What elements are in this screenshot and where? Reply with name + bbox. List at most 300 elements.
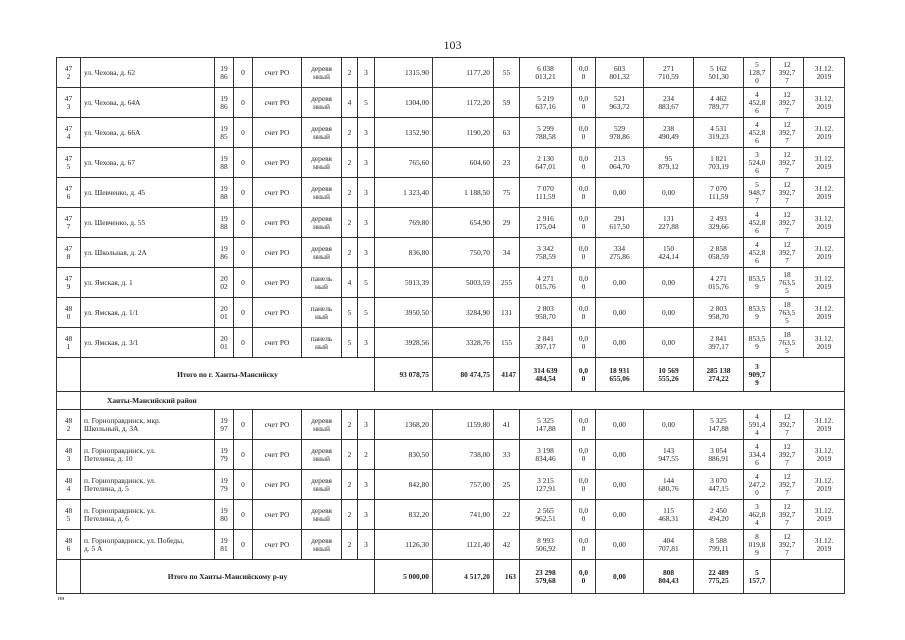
table-cell: 3 bbox=[358, 148, 375, 178]
address-cell: ул. Чехова, д. 66А bbox=[81, 118, 215, 148]
table-cell: 1172,20 bbox=[433, 88, 494, 118]
table-cell: 234 883,67 bbox=[644, 88, 694, 118]
table-cell: 12 392,7 7 bbox=[771, 208, 804, 238]
table-cell: 1190,20 bbox=[433, 118, 494, 148]
table-cell: 5 325 147,88 bbox=[694, 410, 744, 440]
total-value: 0,0 0 bbox=[572, 560, 596, 594]
table-cell: 3 342 758,59 bbox=[520, 238, 572, 268]
table-cell: 5003,59 bbox=[433, 268, 494, 298]
table-cell: 2 bbox=[342, 58, 358, 88]
table-cell: счет РО bbox=[253, 268, 302, 298]
address-cell: п. Горноправдинск, мкр. Школьный, д. 3А bbox=[81, 410, 215, 440]
table-cell: 0,0 0 bbox=[572, 298, 596, 328]
table-cell: 2 bbox=[342, 238, 358, 268]
table-cell: 2 bbox=[342, 410, 358, 440]
table-cell: 3 bbox=[358, 328, 375, 358]
table-cell: 4 452,8 6 bbox=[744, 238, 771, 268]
table-cell: 769,80 bbox=[375, 208, 433, 238]
table-cell: 4 bbox=[342, 268, 358, 298]
table-cell: 31.12. 2019 bbox=[804, 328, 845, 358]
table-cell: 19 88 bbox=[215, 208, 234, 238]
table-cell: счет РО bbox=[253, 58, 302, 88]
table-cell: 4 271 015,76 bbox=[694, 268, 744, 298]
table-cell: 19 86 bbox=[215, 88, 234, 118]
total-value: 808 804,43 bbox=[644, 560, 694, 594]
table-cell: 2 450 494,20 bbox=[694, 500, 744, 530]
table-cell: 0 bbox=[234, 530, 253, 560]
address-cell: ул. Шевченко, д. 55 bbox=[81, 208, 215, 238]
total-label: Итого по г. Ханты-Мансийску bbox=[81, 358, 375, 392]
row-number-cell: 48 4 bbox=[57, 470, 81, 500]
address-cell: ул. Чехова, д. 62 bbox=[81, 58, 215, 88]
table-cell: 31.12. 2019 bbox=[804, 178, 845, 208]
table-cell: 2 803 958,70 bbox=[520, 298, 572, 328]
table-cell: 334 275,86 bbox=[596, 238, 644, 268]
total-value: 0,00 bbox=[596, 560, 644, 594]
row-number-cell: 48 1 bbox=[57, 328, 81, 358]
section-row bbox=[57, 392, 845, 410]
table-cell: 5 bbox=[342, 328, 358, 358]
table-cell: 0 bbox=[234, 88, 253, 118]
table-cell: 31.12. 2019 bbox=[804, 88, 845, 118]
table-cell: 404 707,81 bbox=[644, 530, 694, 560]
address-cell: ул. Чехова, д. 67 bbox=[81, 148, 215, 178]
table-cell: 1177,20 bbox=[433, 58, 494, 88]
table-cell: 19 79 bbox=[215, 440, 234, 470]
table-cell: 4 462 789,77 bbox=[694, 88, 744, 118]
table-cell: 0,00 bbox=[596, 268, 644, 298]
table-cell: 853,5 9 bbox=[744, 328, 771, 358]
total-row bbox=[57, 560, 845, 594]
total-label: Итого по Ханты-Мансийскому р-ну bbox=[81, 560, 375, 594]
table-cell: 0,0 0 bbox=[572, 328, 596, 358]
total-value: 285 138 274,22 bbox=[694, 358, 744, 392]
table-cell: 4 452,8 6 bbox=[744, 208, 771, 238]
table-cell: счет РО bbox=[253, 88, 302, 118]
row-number-cell: 47 7 bbox=[57, 208, 81, 238]
table-cell: 0,00 bbox=[596, 178, 644, 208]
table-cell: 5 299 788,58 bbox=[520, 118, 572, 148]
table-cell: 0 bbox=[234, 238, 253, 268]
table-cell: 19 86 bbox=[215, 238, 234, 268]
total-value: 0,0 0 bbox=[572, 358, 596, 392]
table-cell: 55 bbox=[494, 58, 520, 88]
table-cell: 33 bbox=[494, 440, 520, 470]
table-cell: 0,0 0 bbox=[572, 268, 596, 298]
table-cell: 842,80 bbox=[375, 470, 433, 500]
table-cell bbox=[771, 358, 845, 392]
total-value: 18 931 655,06 bbox=[596, 358, 644, 392]
table-cell: 19 88 bbox=[215, 148, 234, 178]
table-row bbox=[57, 470, 845, 500]
table-cell bbox=[771, 560, 845, 594]
table-cell: счет РО bbox=[253, 148, 302, 178]
table-cell: счет РО bbox=[253, 178, 302, 208]
table-cell: 2 130 647,01 bbox=[520, 148, 572, 178]
row-number-cell: 47 9 bbox=[57, 268, 81, 298]
table-row bbox=[57, 328, 845, 358]
table-cell: 603 801,32 bbox=[596, 58, 644, 88]
address-cell: ул. Чехова, д. 64А bbox=[81, 88, 215, 118]
table-cell: 3 054 886,91 bbox=[694, 440, 744, 470]
row-number-cell: 48 6 bbox=[57, 530, 81, 560]
total-value: 80 474,75 bbox=[433, 358, 494, 392]
table-cell: 0,0 0 bbox=[572, 58, 596, 88]
footer-mark: нн bbox=[58, 596, 65, 602]
row-number-cell: 47 8 bbox=[57, 238, 81, 268]
table-cell: 0 bbox=[234, 268, 253, 298]
table-cell: 31.12. 2019 bbox=[804, 470, 845, 500]
page-number: 103 bbox=[443, 38, 462, 52]
table-cell: 6 038 013,21 bbox=[520, 58, 572, 88]
address-cell: ул. Школьная, д. 2А bbox=[81, 238, 215, 268]
table-cell: 12 392,7 7 bbox=[771, 148, 804, 178]
table-cell: 31.12. 2019 bbox=[804, 118, 845, 148]
table-cell: 5 bbox=[358, 88, 375, 118]
table-cell: 3 bbox=[358, 530, 375, 560]
total-value: 4147 bbox=[494, 358, 520, 392]
table-cell bbox=[57, 392, 81, 410]
table-cell: 0,0 0 bbox=[572, 148, 596, 178]
table-row bbox=[57, 268, 845, 298]
table-cell: деревя нный bbox=[302, 118, 342, 148]
table-cell: 4 452,8 6 bbox=[744, 88, 771, 118]
table-cell: 2 858 058,59 bbox=[694, 238, 744, 268]
table-cell: 18 763,5 5 bbox=[771, 268, 804, 298]
table-cell: 19 97 bbox=[215, 410, 234, 440]
table-cell: 0,0 0 bbox=[572, 530, 596, 560]
table-cell: 1368,20 bbox=[375, 410, 433, 440]
table-cell: 2 bbox=[342, 500, 358, 530]
table-cell: панель ный bbox=[302, 298, 342, 328]
table-cell: 836,80 bbox=[375, 238, 433, 268]
table-cell: 3 bbox=[358, 238, 375, 268]
table-cell: 0,0 0 bbox=[572, 208, 596, 238]
table-cell: 271 710,59 bbox=[644, 58, 694, 88]
table-cell: 0,0 0 bbox=[572, 500, 596, 530]
row-number-cell: 47 6 bbox=[57, 178, 81, 208]
table-cell: 2 bbox=[342, 178, 358, 208]
table-cell: 654,90 bbox=[433, 208, 494, 238]
address-cell: ул. Ямская, д. 1/1 bbox=[81, 298, 215, 328]
table-cell: 25 bbox=[494, 470, 520, 500]
address-cell: п. Горноправдинск, ул. Петелина, д. 5 bbox=[81, 470, 215, 500]
table-cell: деревя нный bbox=[302, 410, 342, 440]
table-cell: 750,70 bbox=[433, 238, 494, 268]
total-value: 4 517,20 bbox=[433, 560, 494, 594]
table-cell: 0,00 bbox=[596, 440, 644, 470]
table-row bbox=[57, 178, 845, 208]
table-cell: 2 bbox=[342, 148, 358, 178]
table-cell: 12 392,7 7 bbox=[771, 410, 804, 440]
table-cell: 12 392,7 7 bbox=[771, 178, 804, 208]
table-cell: деревя нный bbox=[302, 440, 342, 470]
table-row bbox=[57, 410, 845, 440]
table-cell: 853,5 9 bbox=[744, 268, 771, 298]
table-cell: 12 392,7 7 bbox=[771, 470, 804, 500]
row-number-cell: 48 2 bbox=[57, 410, 81, 440]
housing-repair-table bbox=[56, 57, 845, 594]
table-cell: 2 bbox=[342, 208, 358, 238]
table-cell: 19 81 bbox=[215, 530, 234, 560]
table-cell: 5 bbox=[342, 298, 358, 328]
table-cell: 31.12. 2019 bbox=[804, 298, 845, 328]
table-cell: 0,0 0 bbox=[572, 88, 596, 118]
table-cell: деревя нный bbox=[302, 58, 342, 88]
table-cell: 832,20 bbox=[375, 500, 433, 530]
table-cell: 4 334,4 6 bbox=[744, 440, 771, 470]
table-cell: 0 bbox=[234, 328, 253, 358]
table-cell: счет РО bbox=[253, 238, 302, 268]
table-cell: 738,00 bbox=[433, 440, 494, 470]
table-cell: 0,0 0 bbox=[572, 238, 596, 268]
row-number-cell: 48 3 bbox=[57, 440, 81, 470]
table-cell: 19 79 bbox=[215, 470, 234, 500]
table-cell: 8 993 506,92 bbox=[520, 530, 572, 560]
table-cell: 7 070 111,59 bbox=[694, 178, 744, 208]
table-cell: 4 531 319,23 bbox=[694, 118, 744, 148]
table-cell: 3 bbox=[358, 500, 375, 530]
table-cell: 150 424,14 bbox=[644, 238, 694, 268]
table-cell: 31.12. 2019 bbox=[804, 410, 845, 440]
table-cell: деревя нный bbox=[302, 148, 342, 178]
table-cell: 2 916 175,04 bbox=[520, 208, 572, 238]
table-cell: 529 978,86 bbox=[596, 118, 644, 148]
address-cell: ул. Ямская, д. 3/1 bbox=[81, 328, 215, 358]
table-cell: 0,00 bbox=[596, 298, 644, 328]
table-cell: 0,00 bbox=[596, 530, 644, 560]
table-cell: 12 392,7 7 bbox=[771, 440, 804, 470]
table-cell: 31.12. 2019 bbox=[804, 238, 845, 268]
table-row bbox=[57, 208, 845, 238]
table-row bbox=[57, 58, 845, 88]
table-cell: 0,00 bbox=[644, 268, 694, 298]
table-cell: 238 490,49 bbox=[644, 118, 694, 148]
table-cell: 0,0 0 bbox=[572, 470, 596, 500]
table-cell: 0 bbox=[234, 118, 253, 148]
table-cell bbox=[57, 358, 81, 392]
table-cell: 830,50 bbox=[375, 440, 433, 470]
table-cell: 34 bbox=[494, 238, 520, 268]
table-cell: 0 bbox=[234, 470, 253, 500]
table-cell: 604,60 bbox=[433, 148, 494, 178]
address-cell: ул. Шевченко, д. 45 bbox=[81, 178, 215, 208]
table-row bbox=[57, 148, 845, 178]
table-cell: 0,00 bbox=[644, 410, 694, 440]
table-cell: 3 524,0 6 bbox=[744, 148, 771, 178]
table-cell: 143 947,55 bbox=[644, 440, 694, 470]
table-cell: 2 803 958,70 bbox=[694, 298, 744, 328]
table-cell: 12 392,7 7 bbox=[771, 118, 804, 148]
table-cell: 3 bbox=[358, 208, 375, 238]
table-row bbox=[57, 88, 845, 118]
table-cell: 3 462,8 4 bbox=[744, 500, 771, 530]
row-number-cell: 48 5 bbox=[57, 500, 81, 530]
table-cell: счет РО bbox=[253, 470, 302, 500]
table-cell: счет РО bbox=[253, 328, 302, 358]
table-cell: 0,00 bbox=[596, 470, 644, 500]
table-cell: 0,00 bbox=[644, 328, 694, 358]
table-cell: 8 019,8 9 bbox=[744, 530, 771, 560]
table-cell: 4 247,2 0 bbox=[744, 470, 771, 500]
table-cell: 255 bbox=[494, 268, 520, 298]
table-cell: 5 bbox=[358, 268, 375, 298]
table-cell bbox=[57, 560, 81, 594]
table-cell: 59 bbox=[494, 88, 520, 118]
table-cell: 0,0 0 bbox=[572, 178, 596, 208]
table-cell: 12 392,7 7 bbox=[771, 238, 804, 268]
table-cell: 0 bbox=[234, 298, 253, 328]
table-cell: 20 01 bbox=[215, 298, 234, 328]
table-cell: 4 452,8 6 bbox=[744, 118, 771, 148]
table-cell: 521 963,72 bbox=[596, 88, 644, 118]
table-cell: деревя нный bbox=[302, 88, 342, 118]
table-cell: 0 bbox=[234, 208, 253, 238]
table-cell: 22 bbox=[494, 500, 520, 530]
total-row bbox=[57, 358, 845, 392]
table-cell: 155 bbox=[494, 328, 520, 358]
table-cell: счет РО bbox=[253, 530, 302, 560]
table-cell: 765,60 bbox=[375, 148, 433, 178]
table-cell: 31.12. 2019 bbox=[804, 440, 845, 470]
table-cell: 115 468,31 bbox=[644, 500, 694, 530]
table-cell: 63 bbox=[494, 118, 520, 148]
address-cell: п. Горноправдинск, ул. Петелина, д. 10 bbox=[81, 440, 215, 470]
table-cell: 0 bbox=[234, 178, 253, 208]
table-cell: 2 841 397,17 bbox=[694, 328, 744, 358]
table-cell: 291 617,50 bbox=[596, 208, 644, 238]
table-cell: панель ный bbox=[302, 268, 342, 298]
total-value: 163 bbox=[494, 560, 520, 594]
table-cell: 31.12. 2019 bbox=[804, 530, 845, 560]
table-cell: 5 162 501,30 bbox=[694, 58, 744, 88]
table-cell: 3950,50 bbox=[375, 298, 433, 328]
row-number-cell: 47 4 bbox=[57, 118, 81, 148]
table-cell: 1126,30 bbox=[375, 530, 433, 560]
table-row bbox=[57, 440, 845, 470]
table-cell: 3 bbox=[358, 118, 375, 148]
table-cell: 2 841 397,17 bbox=[520, 328, 572, 358]
table-cell: 3 bbox=[358, 470, 375, 500]
table-cell: счет РО bbox=[253, 500, 302, 530]
table-cell: 41 bbox=[494, 410, 520, 440]
table-cell: счет РО bbox=[253, 298, 302, 328]
table-cell: 31.12. 2019 bbox=[804, 268, 845, 298]
table-cell: 7 070 111,59 bbox=[520, 178, 572, 208]
total-value: 10 569 555,26 bbox=[644, 358, 694, 392]
table-cell: 2 493 329,66 bbox=[694, 208, 744, 238]
table-cell: 741,00 bbox=[433, 500, 494, 530]
table-row bbox=[57, 298, 845, 328]
table-cell: 3 070 447,15 bbox=[694, 470, 744, 500]
total-value: 93 078,75 bbox=[375, 358, 433, 392]
table-cell: деревя нный bbox=[302, 470, 342, 500]
table-cell: 3 bbox=[358, 410, 375, 440]
table-cell: 95 879,12 bbox=[644, 148, 694, 178]
table-row bbox=[57, 500, 845, 530]
table-cell: 19 88 bbox=[215, 178, 234, 208]
table-cell: деревя нный bbox=[302, 178, 342, 208]
table-cell: 2 bbox=[358, 440, 375, 470]
table-cell: 1304,00 bbox=[375, 88, 433, 118]
table-cell: 131 227,88 bbox=[644, 208, 694, 238]
table-cell: 4 591,4 4 bbox=[744, 410, 771, 440]
table-cell: счет РО bbox=[253, 208, 302, 238]
table-cell: 0,00 bbox=[596, 328, 644, 358]
table-cell: 5 219 637,16 bbox=[520, 88, 572, 118]
table-cell: 853,5 9 bbox=[744, 298, 771, 328]
table-cell: 2 bbox=[342, 440, 358, 470]
total-value: 5 157,7 bbox=[744, 560, 771, 594]
row-number-cell: 47 3 bbox=[57, 88, 81, 118]
table-cell: 1315,90 bbox=[375, 58, 433, 88]
table-cell: 20 02 bbox=[215, 268, 234, 298]
table-cell: 0 bbox=[234, 58, 253, 88]
row-number-cell: 47 5 bbox=[57, 148, 81, 178]
address-cell: п. Горноправдинск, ул. Победы, д. 5 А bbox=[81, 530, 215, 560]
total-value: 22 489 775,25 bbox=[694, 560, 744, 594]
table-row bbox=[57, 530, 845, 560]
table-cell: 0 bbox=[234, 148, 253, 178]
table-cell: 144 680,76 bbox=[644, 470, 694, 500]
table-cell: 20 01 bbox=[215, 328, 234, 358]
total-value: 5 000,00 bbox=[375, 560, 433, 594]
table-cell: 42 bbox=[494, 530, 520, 560]
table-cell: 3 198 834,46 bbox=[520, 440, 572, 470]
total-value: 314 639 484,54 bbox=[520, 358, 572, 392]
table-cell: 31.12. 2019 bbox=[804, 148, 845, 178]
address-cell: п. Горноправдинск, ул. Петелина, д. 6 bbox=[81, 500, 215, 530]
table-cell: 12 392,7 7 bbox=[771, 500, 804, 530]
table-cell: 1 821 703,19 bbox=[694, 148, 744, 178]
table-cell: 5 128,7 0 bbox=[744, 58, 771, 88]
table-cell: 3 bbox=[358, 178, 375, 208]
table-cell: 0 bbox=[234, 410, 253, 440]
table-cell: 0,0 0 bbox=[572, 440, 596, 470]
table-cell: 5913,39 bbox=[375, 268, 433, 298]
address-cell: ул. Ямская, д. 1 bbox=[81, 268, 215, 298]
table-cell: 1 188,50 bbox=[433, 178, 494, 208]
table-cell: деревя нный bbox=[302, 500, 342, 530]
table-cell: 4 271 015,76 bbox=[520, 268, 572, 298]
table-cell: 0,00 bbox=[644, 178, 694, 208]
table-cell: 19 85 bbox=[215, 118, 234, 148]
table-cell: 23 bbox=[494, 148, 520, 178]
table-cell: 2 bbox=[342, 118, 358, 148]
table-cell: 5 bbox=[358, 298, 375, 328]
table-cell: 0 bbox=[234, 500, 253, 530]
table-cell: 31.12. 2019 bbox=[804, 208, 845, 238]
table-cell: 0,00 bbox=[596, 500, 644, 530]
table-cell: 0,00 bbox=[596, 410, 644, 440]
table-cell: счет РО bbox=[253, 118, 302, 148]
table-row bbox=[57, 118, 845, 148]
table-cell: 1 323,40 bbox=[375, 178, 433, 208]
table-cell: 4 bbox=[342, 88, 358, 118]
total-value: 23 298 579,68 bbox=[520, 560, 572, 594]
table-cell: 75 bbox=[494, 178, 520, 208]
table-cell: 3 bbox=[358, 58, 375, 88]
table-cell: 19 86 bbox=[215, 58, 234, 88]
table-cell: 1159,80 bbox=[433, 410, 494, 440]
table-cell: 19 80 bbox=[215, 500, 234, 530]
table-cell: 3328,76 bbox=[433, 328, 494, 358]
table-cell: 0 bbox=[234, 440, 253, 470]
table-cell: 18 763,5 5 bbox=[771, 328, 804, 358]
table-cell: 2 565 962,51 bbox=[520, 500, 572, 530]
table-cell: счет РО bbox=[253, 410, 302, 440]
table-cell: 12 392,7 7 bbox=[771, 58, 804, 88]
